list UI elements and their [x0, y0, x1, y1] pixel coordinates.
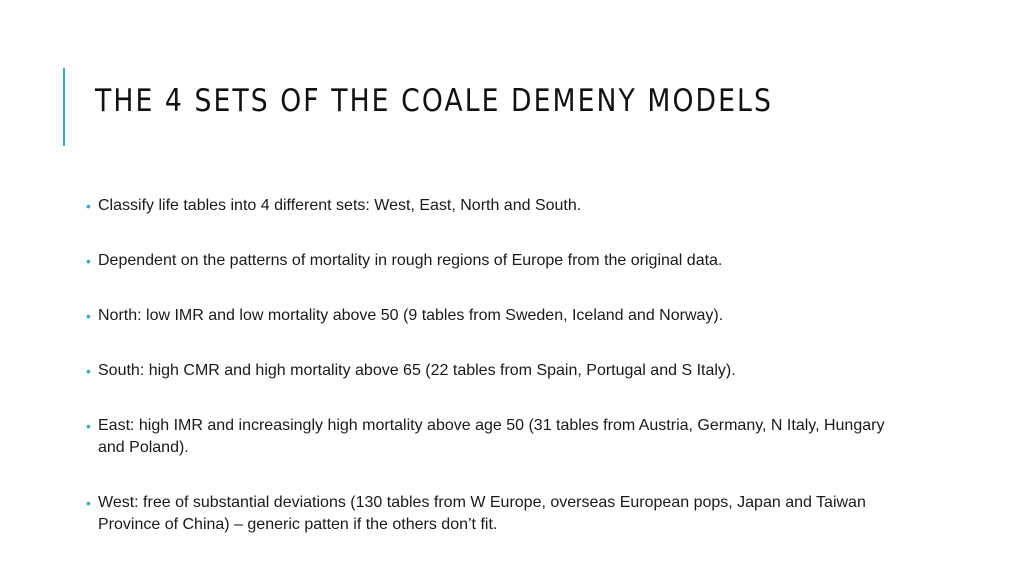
bullet-item: [86, 250, 886, 272]
bullet-dot-icon: •: [86, 198, 91, 214]
bullet-text: South: high CMR and high mortality above 65 (22 tables from Spain, Portugal and S Italy).: [98, 362, 736, 379]
bullet-text: Dependent on the patterns of mortality in rough regions of Europe from the original data.: [98, 252, 723, 269]
bullet-dot-icon: •: [86, 418, 91, 434]
bullet-text: West: free of substantial deviations (130 tables from W Europe, overseas European pops, Japan and Taiwan Province of China) – generic patten if the others don’t fit.: [98, 494, 866, 533]
bullet-text: East: high IMR and increasingly high mortality above age 50 (31 tables from Austria, Germany, N Italy, Hungary and Poland).: [98, 417, 885, 456]
bullet-text: Classify life tables into 4 different sets: West, East, North and South.: [98, 197, 582, 214]
bullet-text: North: low IMR and low mortality above 50 (9 tables from Sweden, Iceland and Norway).: [98, 307, 724, 324]
bullet-list: [86, 195, 886, 569]
bullet-item: [86, 492, 886, 536]
bullet-item: [86, 360, 886, 382]
title-accent-bar: [63, 68, 65, 146]
bullet-dot-icon: •: [86, 253, 91, 269]
bullet-item: [86, 195, 886, 217]
slide-title: THE 4 SETS OF THE COALE DEMENY MODELS: [95, 83, 773, 119]
bullet-item: [86, 305, 886, 327]
bullet-dot-icon: •: [86, 495, 91, 511]
bullet-dot-icon: •: [86, 363, 91, 379]
bullet-item: [86, 415, 886, 459]
bullet-dot-icon: •: [86, 308, 91, 324]
